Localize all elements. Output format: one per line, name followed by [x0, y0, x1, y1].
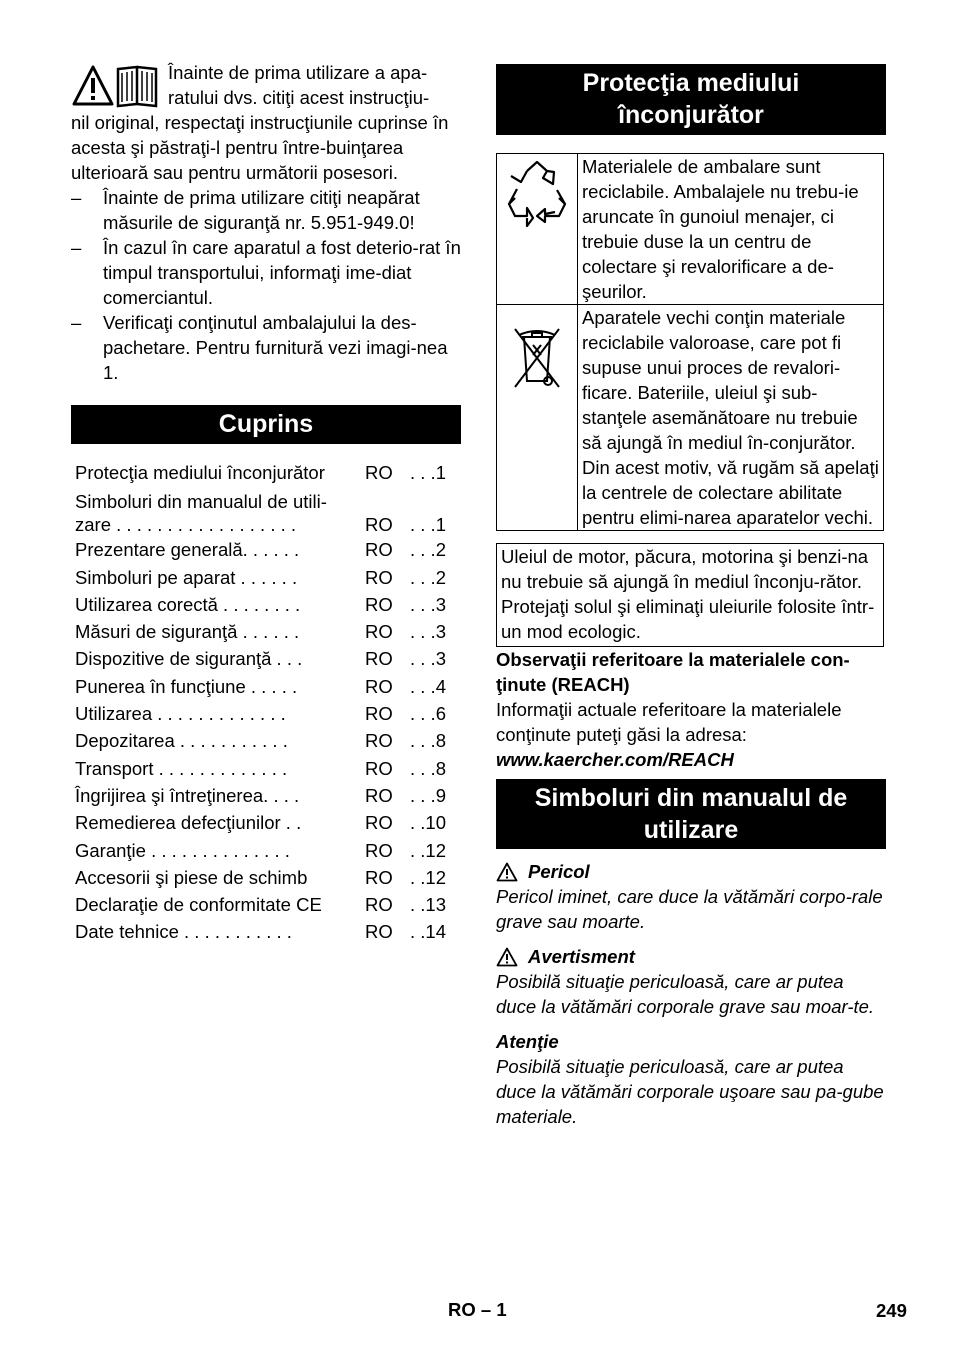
toc-row[interactable]: [75, 918, 461, 945]
table-of-contents: [71, 459, 461, 946]
toc-row[interactable]: [75, 755, 461, 782]
symbol-caution: [496, 1029, 886, 1129]
toc-row[interactable]: [75, 837, 461, 864]
list-item: – În cazul în care aparatul a fost deterio-rat în timpul transportului, informaţi ime-diat comerciantul.: [71, 235, 461, 310]
environment-heading-line-1: Protecţia mediului: [582, 69, 800, 97]
toc-lang: RO: [365, 894, 393, 916]
toc-title: Remedierea defecţiunilor . .: [75, 812, 302, 834]
weee-text: Aparatele vechi conţin materiale reciclabile valoroase, care pot fi supuse unui proces de revalori-ficare. Bateriile, uleiul şi sub-stanţele asemănătoare nu trebuie să ajungă în mediul în-conjurător. Din acest motiv, vă rugăm să apelaţi la centrele de colectare abilitate pentru elimi-narea aparatelor vechi.: [578, 305, 884, 531]
toc-lang: RO: [365, 675, 393, 697]
oil-notice-box: Uleiul de motor, păcura, motorina şi benzi-na nu trebuie să ajungă în mediul înconju-rător. Protejaţi solul şi eliminaţi uleiurile folosite într-un mod ecologic.: [496, 543, 884, 647]
reach-link[interactable]: www.kaercher.com/REACH: [496, 749, 734, 770]
toc-row[interactable]: [75, 618, 461, 645]
table-row: [497, 154, 884, 305]
toc-page: . .10: [410, 812, 446, 834]
intro-rest: nil original, respectaţi instrucţiunile cuprinse în acesta şi păstraţi-l pentru între-buinţarea ulterioară sau pentru următorii posesori.: [71, 112, 449, 183]
warning-manual-icon: [71, 64, 163, 108]
toc-row[interactable]: [75, 782, 461, 809]
toc-title-line-2: zare . . . . . . . . . . . . . . . . . .: [75, 514, 297, 536]
toc-title: Utilizarea . . . . . . . . . . . . .: [75, 703, 286, 725]
environment-table: [496, 153, 884, 531]
toc-title: Prezentare generală. . . . . .: [75, 539, 300, 561]
list-item: – Înainte de prima utilizare citiţi neapărat măsurile de siguranţă nr. 5.951-949.0!: [71, 185, 461, 235]
toc-page: . . .4: [410, 675, 446, 697]
toc-lang: RO: [365, 839, 393, 861]
toc-page: . . .1: [410, 514, 446, 536]
toc-title: Simboluri pe aparat . . . . . .: [75, 566, 298, 588]
warning-triangle-icon: [496, 947, 518, 967]
crossed-bin-icon: [497, 315, 577, 395]
list-item: – Verificaţi conţinutul ambalajului la des-pachetare. Pentru furnitură vezi imagi-nea 1.: [71, 310, 461, 385]
symbol-text: Posibilă situaţie periculoasă, care ar putea duce la vătămări corporale uşoare sau pa-gube materiale.: [496, 1056, 884, 1127]
toc-lang: RO: [365, 730, 393, 752]
toc-heading: Cuprins: [71, 405, 461, 444]
toc-page: . . .8: [410, 730, 446, 752]
toc-page: . .12: [410, 839, 446, 861]
toc-title: Garanţie . . . . . . . . . . . . . .: [75, 839, 290, 861]
toc-lang: RO: [365, 703, 393, 725]
toc-title: Îngrijirea şi întreţinerea. . . .: [75, 784, 300, 806]
toc-row[interactable]: [75, 891, 461, 918]
toc-lang: RO: [365, 539, 393, 561]
symbol-danger: [496, 859, 886, 934]
toc-lang: RO: [365, 866, 393, 888]
symbols-heading-line-1: Simboluri din manualul de: [534, 784, 848, 812]
toc-title: Punerea în funcţiune . . . . .: [75, 675, 298, 697]
toc-row[interactable]: [75, 809, 461, 836]
toc-row[interactable]: [75, 536, 461, 563]
toc-title: Date tehnice . . . . . . . . . . .: [75, 921, 292, 943]
symbol-text: Posibilă situaţie periculoasă, care ar putea duce la vătămări corporale grave sau moar-te.: [496, 971, 875, 1017]
symbol-label: [496, 859, 886, 884]
toc-page: . . .6: [410, 703, 446, 725]
toc-row[interactable]: [75, 864, 461, 891]
symbol-label-text: Pericol: [528, 861, 590, 882]
table-row: [497, 305, 884, 531]
page-number: 249: [876, 1300, 907, 1321]
toc-lang: RO: [365, 921, 393, 943]
toc-row[interactable]: [75, 591, 461, 618]
toc-row[interactable]: [75, 564, 461, 591]
toc-title: Declaraţie de conformitate CE: [75, 894, 322, 916]
symbols-heading-line-2: utilizare: [643, 816, 739, 844]
toc-title: Utilizarea corectă . . . . . . . .: [75, 593, 301, 615]
symbols-heading: [496, 779, 886, 849]
toc-page: . . .2: [410, 539, 446, 561]
left-column: [71, 60, 461, 946]
recycle-text: Materialele de ambalare sunt reciclabile. Ambalajele nu trebu-ie aruncate în gunoiul menajer, ci trebuie duse la un centru de colectare şi revalorificare a de-şeurilor.: [578, 154, 884, 305]
toc-lang: RO: [365, 784, 393, 806]
reach-text: Informaţii actuale referitoare la materialele conţinute puteţi găsi la adresa:: [496, 699, 842, 745]
intro-section: [71, 60, 461, 385]
symbol-warning: [496, 944, 886, 1019]
toc-lang: RO: [365, 514, 393, 536]
toc-title: Măsuri de siguranţă . . . . . .: [75, 621, 300, 643]
weee-cell: [497, 305, 578, 531]
toc-title: Protecţia mediului înconjurător: [75, 462, 325, 483]
toc-title: Depozitarea . . . . . . . . . . .: [75, 730, 288, 752]
symbol-label-text: Atenţie: [496, 1031, 559, 1052]
intro-line-1: Înainte de prima utilizare a apa-: [168, 62, 428, 83]
toc-page: . . .1: [410, 462, 446, 483]
warning-triangle-icon: [496, 862, 518, 882]
toc-row[interactable]: [75, 459, 461, 486]
toc-title: Transport . . . . . . . . . . . . .: [75, 757, 288, 779]
recycle-cell: [497, 154, 578, 305]
symbol-text: Pericol iminet, care duce la vătămări corpo-rale grave sau moarte.: [496, 886, 883, 932]
toc-page: . . .8: [410, 757, 446, 779]
toc-row[interactable]: [75, 486, 461, 536]
symbol-label: [496, 944, 886, 969]
toc-page: . . .9: [410, 784, 446, 806]
symbol-label-text: Avertisment: [528, 946, 635, 967]
footer-section: RO – 1: [448, 1299, 507, 1320]
toc-title: Accesorii şi piese de schimb: [75, 866, 308, 888]
toc-title: Dispozitive de siguranţă . . .: [75, 648, 303, 670]
symbol-label: [496, 1029, 886, 1054]
toc-lang: RO: [365, 757, 393, 779]
intro-bullet-list: [71, 185, 461, 385]
toc-row[interactable]: [75, 700, 461, 727]
environment-heading: [496, 64, 886, 135]
reach-title: Observaţii referitoare la materialele con-ţinute (REACH): [496, 649, 850, 695]
toc-row[interactable]: [75, 727, 461, 754]
right-column: [496, 64, 886, 1134]
toc-page: . .13: [410, 894, 446, 916]
toc-page: . . .3: [410, 593, 446, 615]
toc-page: . .12: [410, 866, 446, 888]
toc-lang: RO: [365, 462, 393, 483]
toc-title-line-1: Simboluri din manualul de utili-: [75, 491, 327, 513]
toc-title: [75, 490, 365, 536]
toc-page: . . .2: [410, 566, 446, 588]
toc-page: . . .3: [410, 648, 446, 670]
toc-lang: RO: [365, 812, 393, 834]
toc-lang: RO: [365, 593, 393, 615]
toc-lang: RO: [365, 566, 393, 588]
toc-lang: RO: [365, 648, 393, 670]
toc-page: . . .3: [410, 621, 446, 643]
recycle-icon: [497, 154, 577, 234]
toc-lang: RO: [365, 621, 393, 643]
toc-row[interactable]: [75, 673, 461, 700]
environment-heading-line-2: înconjurător: [618, 101, 764, 129]
toc-page: . .14: [410, 921, 446, 943]
toc-row[interactable]: [75, 645, 461, 672]
intro-line-2: ratului dvs. citiţi acest instrucţiu-: [168, 87, 430, 108]
